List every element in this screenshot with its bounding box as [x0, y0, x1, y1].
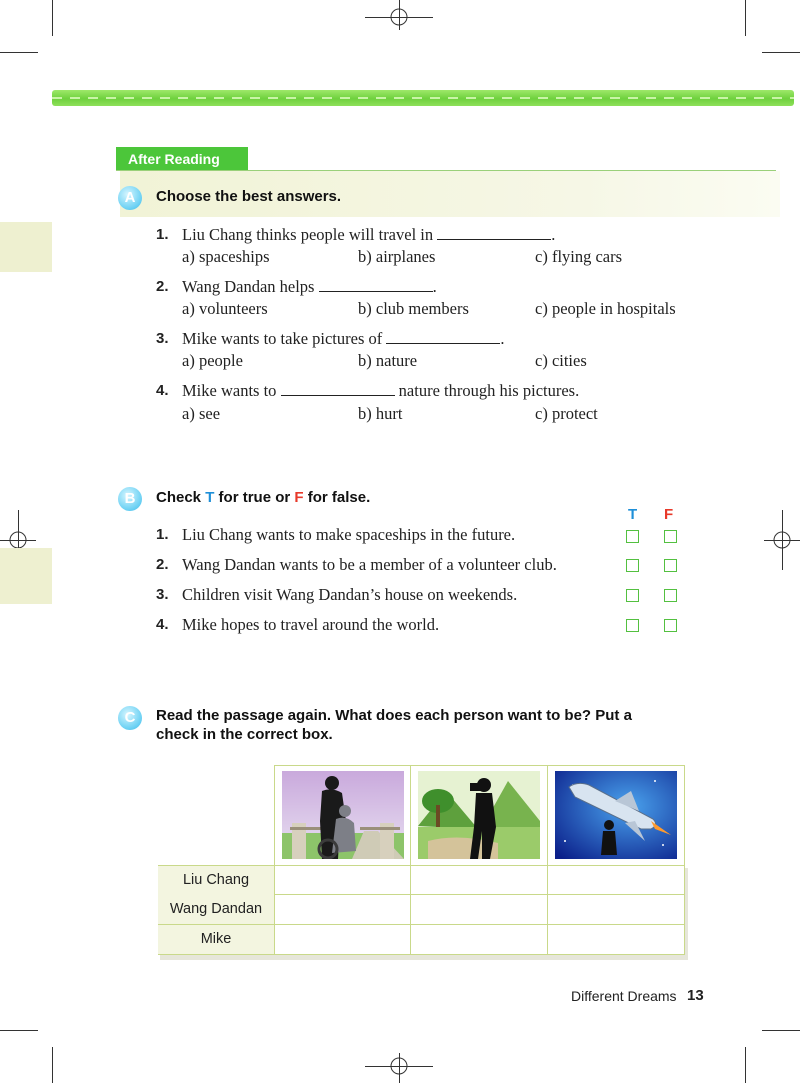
question-number: 1.: [156, 226, 169, 243]
question-number: 3.: [156, 330, 169, 347]
false-letter: F: [294, 489, 304, 506]
true-checkbox[interactable]: [626, 589, 639, 602]
question-text: Wang Dandan helps .: [182, 277, 437, 296]
answer-blank[interactable]: [281, 381, 395, 396]
side-shade: [0, 222, 52, 272]
true-checkbox[interactable]: [626, 530, 639, 543]
question-text: Mike wants to take pictures of .: [182, 329, 505, 348]
section-c-instruction-line-2: check in the correct box.: [156, 726, 333, 743]
statement-text: Wang Dandan wants to be a member of a volunteer club.: [182, 555, 557, 574]
row-label-liu-chang: Liu Chang: [158, 866, 274, 895]
statement-number: 1.: [156, 526, 169, 543]
false-checkbox[interactable]: [664, 559, 677, 572]
footer-unit-title: Different Dreams: [571, 988, 677, 1004]
answer-cell[interactable]: [275, 895, 410, 924]
answer-cell[interactable]: [411, 866, 547, 894]
option-c[interactable]: c) cities: [535, 351, 587, 370]
option-c[interactable]: c) people in hospitals: [535, 299, 676, 318]
answer-blank[interactable]: [437, 225, 551, 240]
option-a[interactable]: a) see: [182, 404, 221, 423]
option-b[interactable]: b) nature: [358, 351, 418, 370]
answer-cell[interactable]: [275, 866, 410, 894]
option-a[interactable]: a) spaceships: [182, 247, 270, 266]
photographer-in-nature-image: [418, 771, 540, 859]
question-number: 4.: [156, 382, 169, 399]
option-a[interactable]: a) people: [182, 351, 243, 370]
option-b[interactable]: b) airplanes: [358, 247, 436, 266]
statement-text: Children visit Wang Dandan’s house on weekends.: [182, 585, 518, 604]
statement-text: Mike hopes to travel around the world.: [182, 615, 440, 634]
row-label-mike: Mike: [158, 925, 274, 954]
decorative-green-band: [52, 90, 794, 106]
astronaut-with-spaceship-image: [555, 771, 677, 859]
section-a-badge: A: [118, 186, 142, 210]
question-text: Mike wants to nature through his pictures.: [182, 381, 580, 400]
statement-number: 3.: [156, 586, 169, 603]
volunteer-helping-patient-image: [282, 771, 404, 859]
true-letter: T: [205, 489, 215, 506]
section-a-instruction: Choose the best answers.: [156, 188, 342, 205]
section-b-instruction: Check T for true or F for false.: [156, 489, 371, 506]
answer-blank[interactable]: [386, 329, 500, 344]
option-b[interactable]: b) hurt: [358, 404, 403, 423]
option-c[interactable]: c) flying cars: [535, 247, 623, 266]
registration-mark-icon: [386, 1053, 412, 1079]
statement-text: Liu Chang wants to make spaceships in the future.: [182, 525, 516, 544]
question-number: 2.: [156, 278, 169, 295]
false-column-header: F: [664, 506, 674, 523]
section-c-instruction-line-1: Read the passage again. What does each person want to be? Put a: [156, 707, 632, 724]
section-b-badge: B: [118, 487, 142, 511]
answer-cell[interactable]: [548, 866, 684, 894]
row-label-wang-dandan: Wang Dandan: [158, 895, 274, 924]
registration-mark-icon: [386, 4, 412, 30]
option-c[interactable]: c) protect: [535, 404, 598, 423]
question-text: Liu Chang thinks people will travel in .: [182, 225, 556, 244]
statement-number: 4.: [156, 616, 169, 633]
answer-blank[interactable]: [319, 277, 433, 292]
answer-cell[interactable]: [548, 925, 684, 954]
option-a[interactable]: a) volunteers: [182, 299, 268, 318]
registration-mark-icon: [769, 527, 795, 553]
true-column-header: T: [628, 506, 638, 523]
option-b[interactable]: b) club members: [358, 299, 469, 318]
false-checkbox[interactable]: [664, 589, 677, 602]
after-reading-tab: After Reading: [116, 147, 248, 171]
answer-cell[interactable]: [548, 895, 684, 924]
true-checkbox[interactable]: [626, 619, 639, 632]
page-number: 13: [687, 987, 704, 1004]
true-checkbox[interactable]: [626, 559, 639, 572]
section-c-badge: C: [118, 706, 142, 730]
side-shade: [0, 548, 52, 604]
statement-number: 2.: [156, 556, 169, 573]
answer-cell[interactable]: [275, 925, 410, 954]
false-checkbox[interactable]: [664, 530, 677, 543]
false-checkbox[interactable]: [664, 619, 677, 632]
answer-cell[interactable]: [411, 925, 547, 954]
header-rule: [116, 170, 776, 171]
answer-cell[interactable]: [411, 895, 547, 924]
